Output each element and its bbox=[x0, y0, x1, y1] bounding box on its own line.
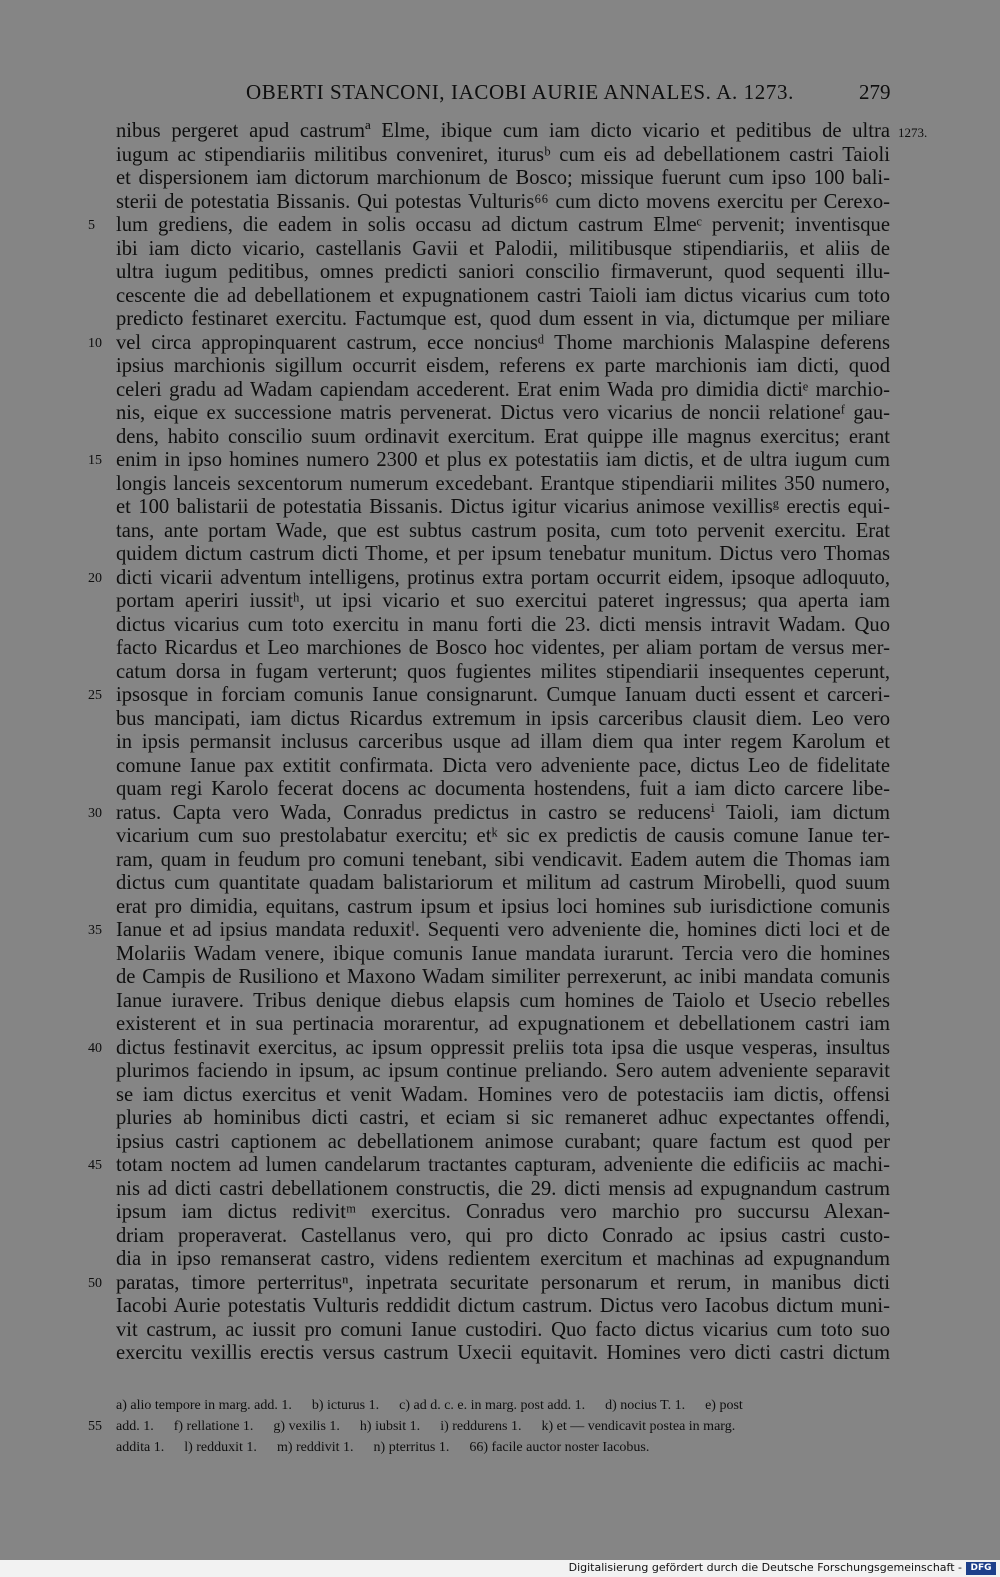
text-line: vicarium cum suo prestolabatur exercitu; etᵏ sic ex predictis de causis comune Ianue ter- bbox=[116, 825, 890, 847]
text-line: Ianue et ad ipsius mandata reduxitˡ. Sequenti vero adveniente die, homines dicti loci et de bbox=[116, 919, 890, 941]
text-line: dia in ipso remanserat castro, videns redientem exercitum et machinas ad expugnandum bbox=[116, 1248, 890, 1270]
text-line: totam noctem ad lumen candelarum tractantes capturam, adveniente die edificiis ac machi- bbox=[116, 1154, 890, 1176]
text-line: de Campis de Rusiliono et Maxono Wadam similiter perrexerunt, ac inibi mandata comunis bbox=[116, 966, 890, 988]
line-number: 10 bbox=[88, 335, 102, 351]
page-number: 279 bbox=[859, 80, 891, 104]
footnote: g) vexilis 1. bbox=[273, 1419, 340, 1434]
text-line: et dispersionem iam dictorum marchionum de Bosco; missique fuerunt cum ipso 100 bali- bbox=[116, 167, 890, 189]
footnote: h) iubsit 1. bbox=[359, 1419, 421, 1434]
footnote: b) icturus 1. bbox=[311, 1398, 380, 1413]
line-number: 40 bbox=[88, 1040, 102, 1056]
line-number: 50 bbox=[88, 1275, 102, 1291]
text-line: bus mancipati, iam dictus Ricardus extremum in ipsis carceribus clausit diem. Leo vero bbox=[116, 707, 890, 730]
text-line: paratas, timore perterritusⁿ, inpetrata securitate personarum et rerum, in manibus dicti bbox=[116, 1271, 890, 1294]
text-line: ipsum iam dictus redivitᵐ exercitus. Conradus vero marchio pro succursu Alexan- bbox=[116, 1201, 890, 1223]
footnote: d) nocius T. 1. bbox=[605, 1398, 686, 1413]
text-line: Ianue iuravere. Tribus denique diebus elapsis cum homines de Taiolo et Usecio rebelles bbox=[116, 989, 890, 1012]
text-line: ultra iugum peditibus, omnes predicti saniori conscilio firmaverunt, quod sequenti illu- bbox=[116, 261, 890, 283]
text-line: quidem dictum castrum dicti Thome, et per ipsum tenebatur munitum. Dictus vero Thomas bbox=[116, 543, 890, 565]
line-number: 55 bbox=[88, 1419, 102, 1434]
text-line: dictus cum quantitate quadam balistariorum et militum ad castrum Mirobelli, quod suum bbox=[116, 872, 890, 894]
footnote: f) rellatione 1. bbox=[173, 1419, 254, 1434]
line-number: 15 bbox=[88, 453, 102, 468]
footer-bar bbox=[0, 1560, 1000, 1577]
text-line: in ipsis permansit inclusus carceribus usque ad illam diem qua inter regem Karolum et bbox=[116, 731, 890, 753]
footnote: l) redduxit 1. bbox=[184, 1440, 257, 1455]
footnote: c) ad d. c. e. in marg. post add. 1. bbox=[399, 1398, 586, 1413]
text-line: catum dorsa in fugam verterunt; quos fugientes milites stipendiarii insequentes ceperunt, bbox=[116, 660, 890, 683]
text-line: celeri gradu ad Wadam capiendam accederent. Erat enim Wada pro dimidia dictiᵉ marchio- bbox=[116, 378, 890, 401]
text-line: Iacobi Aurie potestatis Vulturis reddidit dictum castrum. Dictus vero Iacobus dictum muni- bbox=[116, 1295, 890, 1317]
text-line: nis, eique ex successione matris pervenerat. Dictus vero vicarius de noncii relationeᶠ gau- bbox=[116, 402, 890, 424]
text-line: nis ad dicti castri debellationem constructis, die 29. dicti mensis ad expugnandum castrum bbox=[116, 1177, 890, 1200]
text-line: existerent et in sua pertinacia morarentur, ad expugnationem et debellationem castri iam bbox=[116, 1013, 890, 1035]
text-line: ipsius marchionis sigillum occurrit eisdem, referens ex parte marchionis iam dicti, quod bbox=[116, 355, 890, 377]
text-line: tans, ante portam Wade, que est subtus castrum posita, cum toto pervenit exercitu. Erat bbox=[116, 519, 890, 542]
footnote: e) post bbox=[705, 1398, 743, 1413]
footnote: 66) facile auctor noster Iacobus. bbox=[469, 1440, 650, 1455]
text-line: enim in ipso homines numero 2300 et plus ex potestatiis iam dictis, et de ultra iugum cum bbox=[116, 449, 890, 471]
running-header bbox=[0, 80, 1000, 110]
line-number: 30 bbox=[88, 805, 102, 821]
text-line: longis lanceis sexcentorum numerum excedebant. Erantque stipendiarii milites 350 numero, bbox=[116, 472, 890, 495]
text-line: predicto festinaret exercitu. Factumque est, quod dum essent in via, dictumque per miliare bbox=[116, 308, 890, 330]
text-line: portam aperiri iussitʰ, ut ipsi vicario et suo exercitui pateret ingressus; qua aperta iam bbox=[116, 590, 890, 612]
text-line: comune Ianue pax extitit confirmata. Dicta vero adveniente pace, dictus Leo de fidelitate bbox=[116, 754, 890, 777]
line-number: 25 bbox=[88, 688, 102, 703]
footnote: k) et — vendicavit postea in marg. bbox=[541, 1419, 736, 1434]
text-line: dictus vicarius cum toto exercitu in manu forti die 23. dicti mensis intravit Wadam. Quo bbox=[116, 613, 890, 636]
text-line: sterii de potestatia Bissanis. Qui potestas Vulturis⁶⁶ cum dicto movens exercitu per Cerexo- bbox=[116, 190, 890, 213]
line-number: 20 bbox=[88, 570, 102, 586]
text-line: ipsosque in forciam comunis Ianue consignarunt. Cumque Ianuam ducti essent et carceri- bbox=[116, 684, 890, 706]
text-line: nibus pergeret apud castrumª Elme, ibique cum iam dicto vicario et peditibus de ultra bbox=[116, 120, 890, 142]
footnote-line bbox=[116, 1417, 890, 1437]
footnote: i) reddurens 1. bbox=[440, 1419, 522, 1434]
text-line: driam properaverat. Castellanus vero, qui pro dicto Conrado ac ipsius castri custo- bbox=[116, 1224, 890, 1247]
line-number: 35 bbox=[88, 923, 102, 938]
footnote: addita 1. bbox=[116, 1440, 165, 1455]
text-line: facto Ricardus et Leo marchiones de Bosco hoc videntes, per aliam portam de versus mer- bbox=[116, 637, 890, 659]
line-number: 45 bbox=[88, 1158, 102, 1173]
text-line: ratus. Capta vero Wada, Conradus predictus in castro se reducensⁱ Taioli, iam dictum bbox=[116, 801, 890, 824]
text-line: ibi iam dicto vicario, castellanis Gavii et Palodii, militibusque stipendiariis, et aliis de bbox=[116, 237, 890, 260]
footnote: n) pterritus 1. bbox=[373, 1440, 450, 1455]
footnote: a) alio tempore in marg. add. 1. bbox=[116, 1398, 292, 1413]
text-line: et 100 balistarii de potestatia Bissanis. Dictus igitur vicarius animose vexillisᵍ erectis equi- bbox=[116, 496, 890, 518]
text-line: Molariis Wadam venere, ibique comunis Ianue mandata iurarunt. Tercia vero die homines bbox=[116, 942, 890, 965]
margin-year: 1273. bbox=[898, 125, 928, 140]
text-line: dictus festinavit exercitus, ac ipsum oppressit preliis tota ipsa die usque vesperas, insultus bbox=[116, 1036, 890, 1059]
text-line: erat pro dimidia, equitans, castrum ipsum et ipsius loci homines sub iurisdictione comunis bbox=[116, 895, 890, 918]
footnote: m) reddivit 1. bbox=[276, 1440, 354, 1455]
text-line: ipsius castri captionem ac debellationem animose curabant; quare factum est quod per bbox=[116, 1130, 890, 1153]
text-line: plurimos faciendo in ipsum, ac ipsum continue preliando. Sero autem adveniente separavit bbox=[116, 1060, 890, 1082]
footer-credit: Digitalisierung gefördert durch die Deutsche Forschungsgemeinschaft - bbox=[568, 1561, 962, 1574]
text-line: lum grediens, die eadem in solis occasu ad dictum castrum Elmeᶜ pervenit; inventisque bbox=[116, 214, 890, 236]
dfg-logo: DFG bbox=[966, 1562, 996, 1575]
text-line: quam regi Karolo fecerat docens ac documenta hostendens, fuit a iam dicto carcere libe- bbox=[116, 778, 890, 800]
line-number: 5 bbox=[88, 218, 95, 233]
text-line: cescente die ad debellationem et expugnationem castri Taioli iam dictus vicarius cum toto bbox=[116, 284, 890, 307]
text-line: iugum ac stipendiariis militibus conveniret, iturusᵇ cum eis ad debellationem castri Taioli bbox=[116, 143, 890, 166]
text-line: ram, quam in feudum pro comuni tenebant, sibi vendicavit. Eadem autem die Thomas iam bbox=[116, 848, 890, 871]
text-line: dens, habito conscilio suum ordinavit exercitum. Erat quippe ille magnus exercitus; erant bbox=[116, 425, 890, 448]
text-line: vel circa appropinquarent castrum, ecce nonciusᵈ Thome marchionis Malaspine deferens bbox=[116, 331, 890, 354]
text-line: se iam dictus exercitus et venit Wadam. Homines vero de potestaciis iam dictis, offensi bbox=[116, 1083, 890, 1106]
text-line: exercitu vexillis erectis versus castrum Uxecii equitavit. Homines vero dicti castri dictum bbox=[116, 1342, 890, 1364]
header-title: OBERTI STANCONI, IACOBI AURIE ANNALES. A. 1273. bbox=[246, 80, 794, 104]
text-line: pluries ab hominibus dicti castri, et eciam si sic remaneret adhuc expectantes offendi, bbox=[116, 1107, 890, 1129]
text-line: vit castrum, ac iussit pro comuni Ianue custodiri. Quo facto dictus vicarius cum toto suo bbox=[116, 1318, 890, 1341]
footnote-line bbox=[116, 1438, 890, 1458]
footnote: add. 1. bbox=[116, 1419, 154, 1434]
text-line: dicti vicarii adventum intelligens, protinus extra portam occurrit eidem, ipsoque adloquuto, bbox=[116, 566, 890, 589]
footnote-line bbox=[116, 1396, 890, 1416]
